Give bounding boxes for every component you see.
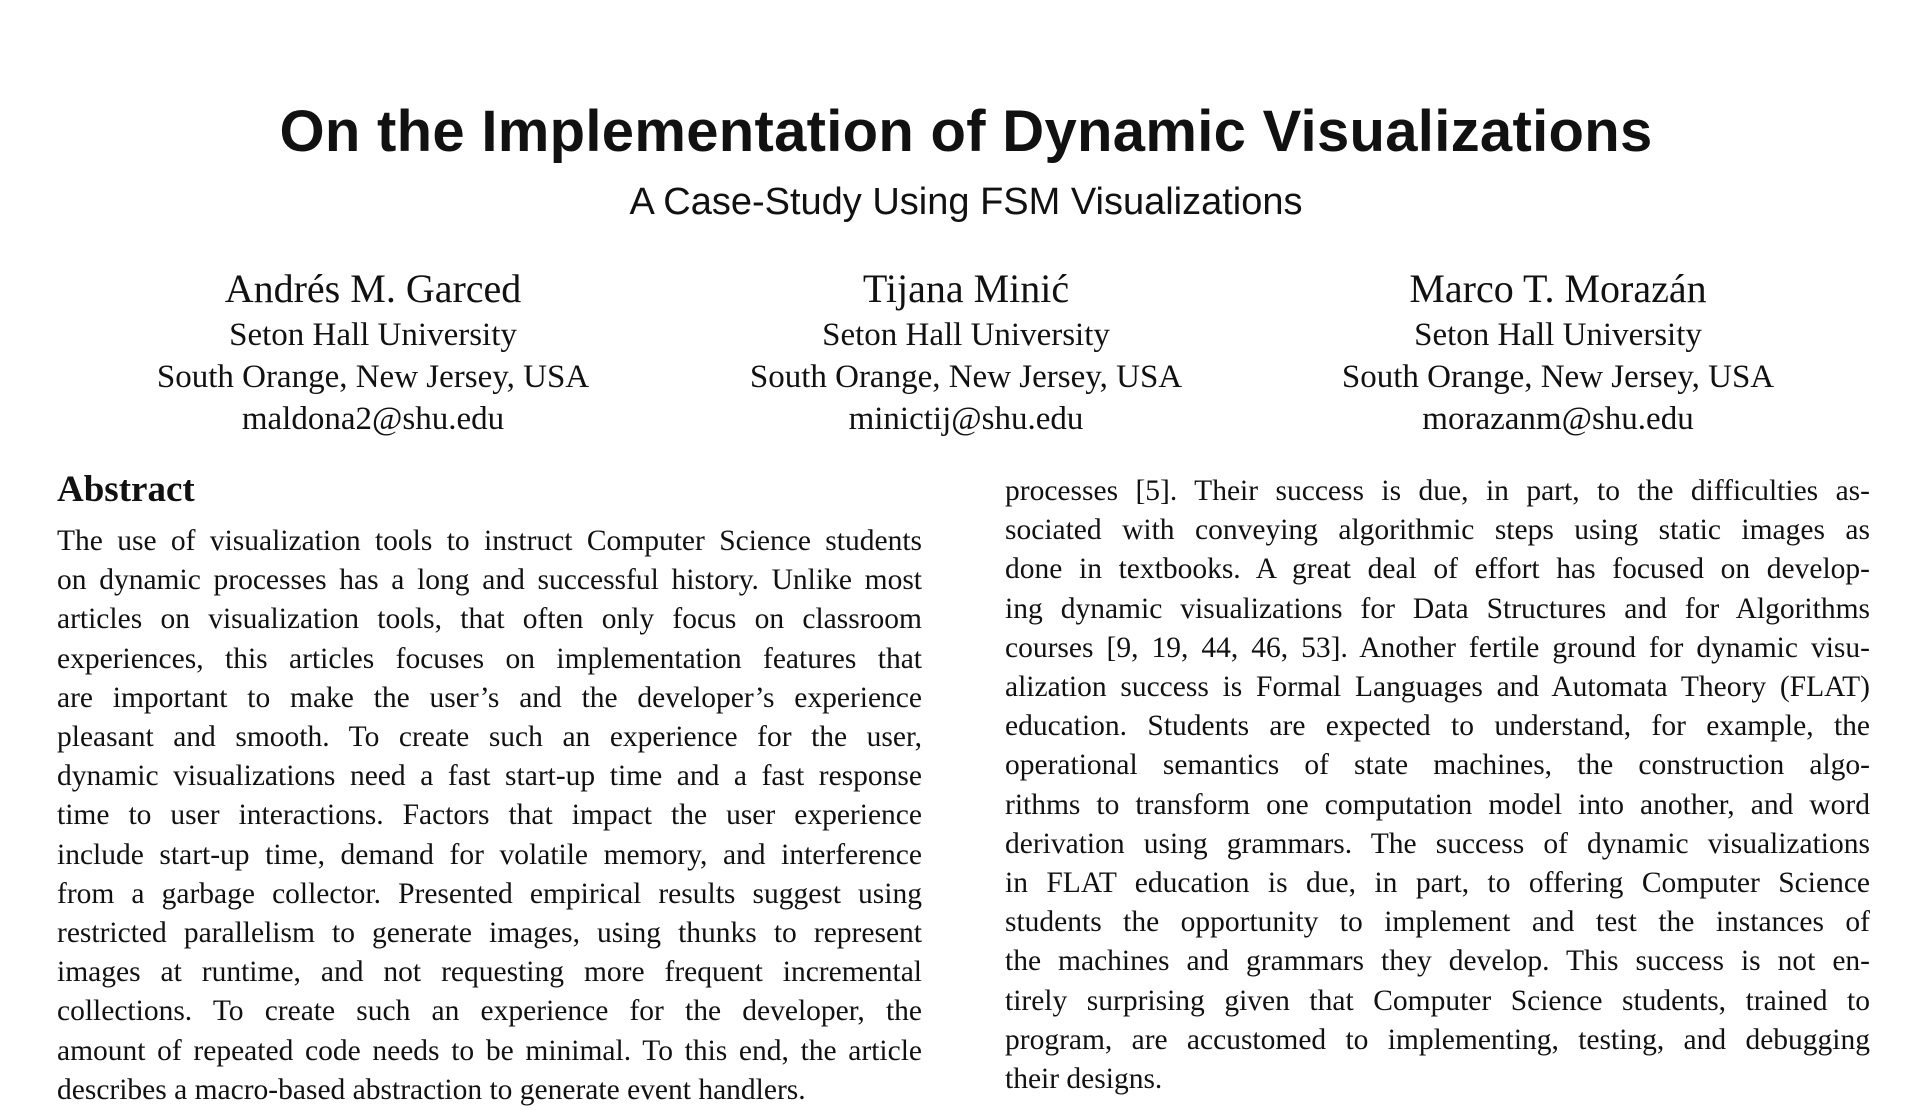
author-3	[1278, 264, 1838, 440]
abstract-heading: Abstract	[57, 469, 195, 510]
abstract-line: experiences, this articles focuses on implementation features that	[57, 642, 922, 675]
body-line: derivation using grammars. The success of dynamic visualizations	[1005, 827, 1870, 860]
author-email: morazanm@shu.edu	[1422, 401, 1694, 437]
author-affiliation: Seton Hall University	[822, 317, 1110, 353]
body-line: students the opportunity to implement and test the instances of	[1005, 906, 1870, 939]
abstract-line: from a garbage collector. Presented empirical results suggest using	[57, 877, 922, 910]
abstract-line: dynamic visualizations need a fast start-up time and a fast response	[57, 760, 922, 793]
body-line: processes [5]. Their success is due, in part, to the difficulties as-	[1005, 475, 1870, 507]
abstract-line: pleasant and smooth. To create such an experience for the user,	[57, 721, 922, 754]
author-2	[686, 264, 1246, 440]
body-line: in FLAT education is due, in part, to offering Computer Science	[1005, 867, 1870, 900]
author-email: maldona2@shu.edu	[241, 401, 505, 437]
abstract-line: images at runtime, and not requesting more frequent incremental	[57, 956, 922, 989]
body-line: operational semantics of state machines, the construction algo-	[1005, 749, 1870, 782]
body-line: tirely surprising given that Computer Science students, trained to	[1005, 984, 1870, 1017]
abstract-line: restricted parallelism to generate images, using thunks to represent	[57, 917, 922, 950]
body-line: their designs.	[1005, 1063, 1163, 1096]
abstract-section	[57, 466, 922, 1110]
body-line: sociated with conveying algorithmic steps using static images as	[1005, 514, 1870, 547]
abstract-line: are important to make the user’s and the developer’s experience	[57, 681, 922, 714]
paper-title: On the Implementation of Dynamic Visualizations	[279, 99, 1653, 164]
abstract-body	[57, 522, 922, 1110]
author-1	[93, 264, 653, 440]
author-name: Andrés M. Garced	[224, 266, 522, 311]
author-affiliation: Seton Hall University	[229, 317, 517, 353]
body-line: rithms to transform one computation model into another, and word	[1005, 788, 1870, 821]
author-name: Marco T. Morazán	[1409, 266, 1707, 311]
abstract-line: The use of visualization tools to instruct Computer Science students	[57, 525, 922, 557]
body-line: program, are accustomed to implementing, testing, and debugging	[1005, 1023, 1870, 1056]
abstract-line: amount of repeated code needs to be minimal. To this end, the article	[57, 1034, 922, 1067]
body-line: courses [9, 19, 44, 46, 53]. Another fertile ground for dynamic visu-	[1005, 631, 1870, 664]
abstract-line: describes a macro-based abstraction to generate event handlers.	[57, 1073, 806, 1106]
author-affiliation: Seton Hall University	[1414, 317, 1702, 353]
introduction-paragraph	[1005, 472, 1870, 1099]
author-location: South Orange, New Jersey, USA	[1341, 359, 1775, 395]
body-line: the machines and grammars they develop. This success is not en-	[1005, 945, 1870, 978]
body-line: education. Students are expected to understand, for example, the	[1005, 710, 1870, 743]
body-line: done in textbooks. A great deal of effort has focused on develop-	[1005, 553, 1870, 586]
body-line: alization success is Formal Languages and Automata Theory (FLAT)	[1005, 671, 1870, 704]
abstract-line: time to user interactions. Factors that impact the user experience	[57, 799, 922, 832]
author-email: minictij@shu.edu	[848, 401, 1084, 437]
abstract-line: on dynamic processes has a long and successful history. Unlike most	[57, 564, 922, 597]
author-location: South Orange, New Jersey, USA	[749, 359, 1183, 395]
abstract-line: include start-up time, demand for volatile memory, and interference	[57, 838, 922, 871]
author-name: Tijana Minić	[862, 266, 1070, 311]
author-block	[0, 264, 1932, 444]
abstract-line: articles on visualization tools, that often only focus on classroom	[57, 603, 922, 636]
abstract-line: collections. To create such an experience for the developer, the	[57, 995, 922, 1028]
introduction-text	[1005, 472, 1870, 1099]
author-location: South Orange, New Jersey, USA	[156, 359, 590, 395]
paper-subtitle: A Case-Study Using FSM Visualizations	[629, 181, 1303, 223]
body-line: ing dynamic visualizations for Data Structures and for Algorithms	[1005, 592, 1870, 625]
